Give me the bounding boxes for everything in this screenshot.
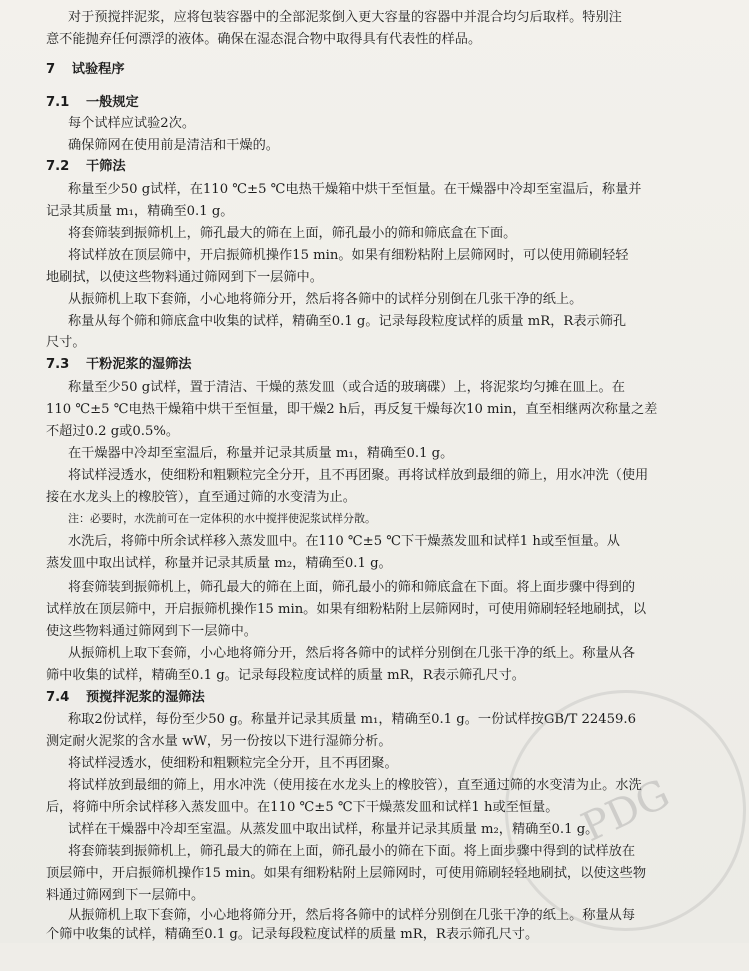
text-line: 记录其质量 m₁，精确至0.1 g。 [46, 204, 234, 219]
text-line: 蒸发皿中取出试样，称量并记录其质量 m₂，精确至0.1 g。 [46, 556, 392, 571]
text-line: 不超过0.2 g或0.5%。 [46, 424, 180, 439]
text-line: 将试样浸透水，使细粉和粗颗粒完全分开，且不再团聚。 [68, 756, 398, 771]
section-number: 7 [46, 62, 56, 77]
subsection-number: 7.3 [46, 357, 70, 372]
text-line: 将套筛装到振筛机上，筛孔最大的筛在上面，筛孔最小的筛和筛底盒在下面。 [68, 226, 517, 241]
text-line: 将试样放在顶层筛中，开启振筛机操作15 min。如果有细粉粘附上层筛网时，可以使用筛刷轻轻 [68, 248, 629, 263]
subsection-title: 预搅拌泥浆的湿筛法 [85, 690, 205, 705]
text-line: 个筛中收集的试样，精确至0.1 g。记录每段粒度试样的质量 mR，R表示筛孔尺寸。 [46, 927, 539, 942]
text-line: 在干燥器中冷却至室温后，称量并记录其质量 m₁，精确至0.1 g。 [68, 446, 454, 461]
text-line: 将试样浸透水，使细粉和粗颗粒完全分开，且不再团聚。再将试样放到最细的筛上，用水冲洗（使用 [68, 468, 649, 483]
text-line: 将试样放到最细的筛上，用水冲洗（使用接在水龙头上的橡胶管），直至通过筛的水变清为止。水洗 [68, 778, 642, 793]
text-line: 顶层筛中，开启振筛机操作15 min。如果有细粉粘附上层筛网时，可使用筛刷轻轻地刷拭，以使这些物 [46, 866, 647, 881]
text-line: 水洗后，将筛中所余试样移入蒸发皿中。在110 ℃±5 ℃下干燥蒸发皿和试样1 h或至恒量。从 [68, 534, 620, 549]
subsection-title: 一般规定 [85, 95, 139, 110]
text-line: 试样放在顶层筛中，开启振筛机操作15 min。如果有细粉粘附上层筛网时，可使用筛刷轻轻地刷拭，以 [46, 602, 647, 617]
text-line: 每个试样应试验2次。 [68, 116, 196, 131]
text-line: 从振筛机上取下套筛，小心地将筛分开，然后将各筛中的试样分别倒在几张干净的纸上。称量从每 [68, 908, 636, 923]
subsection-title: 干筛法 [85, 159, 126, 174]
subsection-heading [46, 355, 191, 375]
text-line: 后，将筛中所余试样移入蒸发皿中。在110 ℃±5 ℃下干燥蒸发皿和试样1 h或至恒量。 [46, 800, 559, 815]
text-line: 将套筛装到振筛机上，筛孔最大的筛在上面，筛孔最小的筛和筛底盒在下面。将上面步骤中得到的 [68, 580, 636, 595]
text-line: 尺寸。 [46, 335, 86, 350]
text-line: 确保筛网在使用前是清洁和干燥的。 [68, 138, 279, 153]
section-heading [46, 60, 125, 80]
text-line: 意不能抛弃任何漂浮的液体。确保在湿态混合物中取得具有代表性的样品。 [46, 32, 482, 47]
subsection-title: 干粉泥浆的湿筛法 [85, 357, 192, 372]
text-line: 料通过筛网到下一层筛中。 [46, 888, 205, 903]
note-line: 注：必要时，水洗前可在一定体积的水中搅拌使泥浆试样分散。 [68, 512, 376, 525]
subsection-number: 7.1 [46, 95, 70, 110]
text-line: 从振筛机上取下套筛，小心地将筛分开，然后将各筛中的试样分别倒在几张干净的纸上。称量从各 [68, 646, 636, 661]
subsection-heading [46, 157, 126, 177]
subsection-heading [46, 688, 205, 708]
text-line: 对于预搅拌泥浆，应将包装容器中的全部泥浆倒入更大容量的容器中并混合均匀后取样。特别注 [68, 10, 622, 25]
section-title: 试验程序 [71, 62, 125, 77]
text-line: 试样在干燥器中冷却至室温。从蒸发皿中取出试样，称量并记录其质量 m₂，精确至0.1 g。 [68, 822, 599, 837]
subsection-heading [46, 93, 139, 113]
text-line: 将套筛装到振筛机上，筛孔最大的筛在上面，筛孔最小的筛在下面。将上面步骤中得到的试样放在 [68, 844, 636, 859]
text-line: 筛中收集的试样，精确至0.1 g。记录每段粒度试样的质量 mR，R表示筛孔尺寸。 [46, 668, 525, 683]
text-line: 从振筛机上取下套筛，小心地将筛分开，然后将各筛中的试样分别倒在几张干净的纸上。 [68, 292, 583, 307]
text-line: 称量从每个筛和筛底盒中收集的试样，精确至0.1 g。记录每段粒度试样的质量 mR，R表示筛孔 [68, 314, 627, 329]
watermark-text: PDG [574, 770, 677, 851]
subsection-number: 7.4 [46, 690, 70, 705]
subsection-number: 7.2 [46, 159, 70, 174]
text-line: 称量至少50 g试样，置于清洁、干燥的蒸发皿（或合适的玻璃碟）上，将泥浆均匀摊在皿上。在 [68, 380, 625, 395]
text-line: 使这些物料通过筛网到下一层筛中。 [46, 624, 257, 639]
text-line: 称量至少50 g试样，在110 ℃±5 ℃电热干燥箱中烘干至恒量。在干燥器中冷却至室温后，称量并 [68, 182, 642, 197]
text-line: 地刷拭，以使这些物料通过筛网到下一层筛中。 [46, 270, 323, 285]
text-line: 测定耐火泥浆的含水量 wW，另一份按以下进行湿筛分析。 [46, 734, 392, 749]
text-line: 称取2份试样，每份至少50 g。称量并记录其质量 m₁，精确至0.1 g。一份试样按GB/T 22459.6 [68, 712, 637, 727]
text-line: 110 ℃±5 ℃电热干燥箱中烘干至恒量，即干燥2 h后，再反复干燥每次10 min，直至相继两次称量之差 [46, 402, 658, 417]
text-line: 接在水龙头上的橡胶管），直至通过筛的水变清为止。 [46, 490, 356, 505]
